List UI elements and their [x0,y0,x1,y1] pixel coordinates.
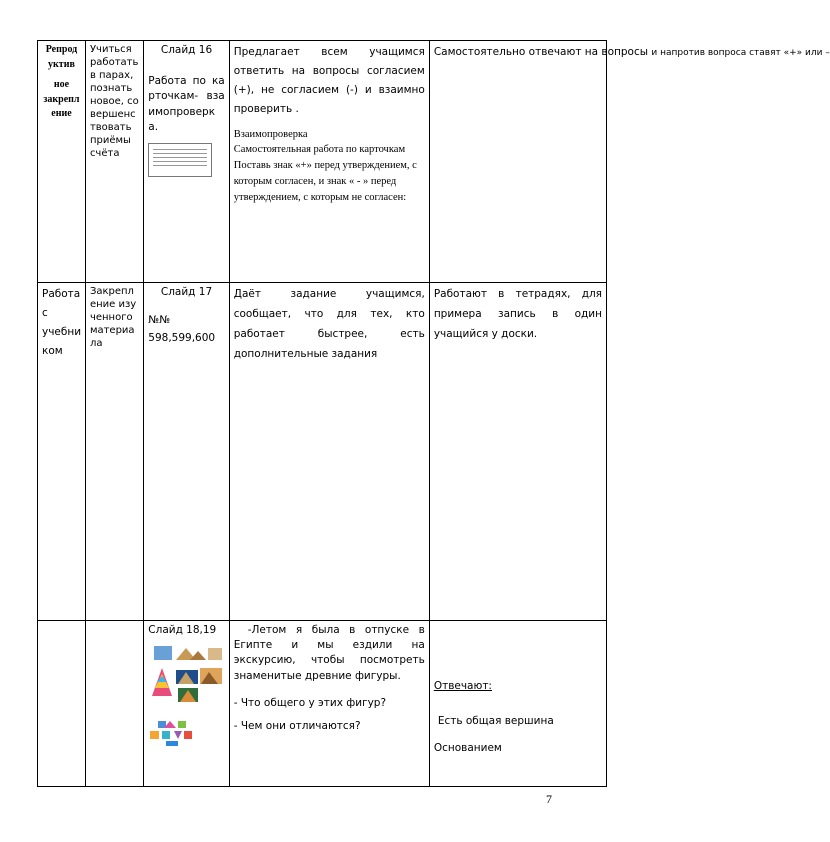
stage-text: Работа [42,288,81,300]
student-text: Самостоятельно отвечают на вопросы и напротив вопроса ставят «+» или – [433,46,830,58]
lesson-plan-table [37,40,830,787]
stage-text: с [42,306,48,319]
teacher-text: Даёт задание учащимся, сообщает, что для тех, кто работает быстрее, есть дополнительные задания [233,288,425,360]
goal-text: Закрепление изученного материала [89,286,137,349]
stage-cell [38,283,86,621]
teacher-question: - Что общего у этих фигур? [233,696,387,709]
slide-cell [144,621,229,787]
goal-text: Учиться работать в парах, познать новое, совершенствовать приёмы счёта [89,44,139,159]
slide-text: №№ 598,599,600 [148,314,216,345]
stage-text: уктив [48,58,75,70]
page-number: 7 [546,792,552,806]
slide-title: Слайд 16 [160,44,213,56]
stage-text: Репрод [45,44,78,55]
slide-title: Слайд 17 [160,286,213,298]
teacher-note: Поставь знак «+» перед утверждением, с которым согласен, и знак « - » перед утверждением, с которым не согласен: [233,160,417,203]
slide-text: Работа по карточкам- взаимопроверка. [148,75,225,133]
stage-text: ком [42,344,63,357]
teacher-cell [229,283,429,621]
table-row [38,41,607,283]
goal-cell [85,41,143,283]
stage-text: ное [53,79,70,90]
teacher-cell [229,41,429,283]
student-cell [429,283,606,621]
student-cell [429,41,830,283]
card-thumbnail-icon [148,143,212,177]
stage-text: закрепл [43,93,80,105]
table-row [38,283,607,621]
teacher-text: -Летом я была в отпуске в Египте и мы ездили на экскурсию, чтобы посмотреть знаменитые древние фигуры. [233,624,425,682]
slide-cell [144,41,229,283]
teacher-text: Предлагает всем учащимся ответить на вопросы согласием (+), не согласием (-) и взаимно проверить . [233,46,425,115]
slide-title: Слайд 18,19 [148,624,217,636]
student-label: Отвечают: [433,680,492,692]
student-text: Работают в тетрадях, для примера запись в один учащийся у доски. [433,288,602,340]
stage-cell [38,41,86,283]
table-row [38,621,607,787]
stage-text: ение [51,108,72,119]
pyramid-photo-icon [148,646,224,711]
student-text: Основанием [433,742,502,755]
goal-cell [85,621,143,787]
stage-text: учебни [42,325,82,338]
student-cell [429,621,606,787]
teacher-note: Самостоятельная работа по карточкам [233,144,406,156]
stage-cell [38,621,86,787]
student-text: Есть общая вершина [437,715,554,728]
teacher-cell [229,621,429,787]
teacher-note: Взаимопроверка [233,128,308,140]
slide-cell [144,283,229,621]
teacher-question: - Чем они отличаются? [233,720,361,733]
colored-shapes-icon [148,719,224,752]
goal-cell [85,283,143,621]
